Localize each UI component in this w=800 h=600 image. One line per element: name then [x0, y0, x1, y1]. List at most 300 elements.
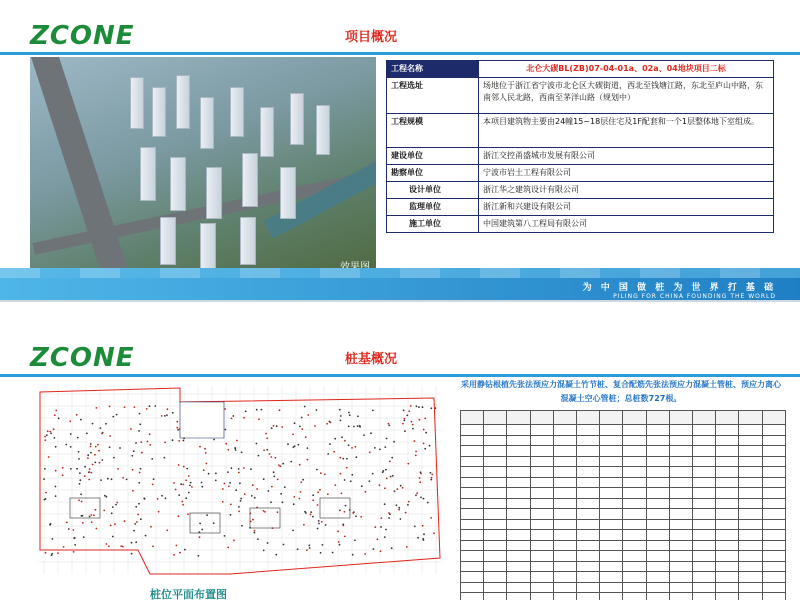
table-header-cell	[461, 411, 484, 425]
table-cell	[646, 582, 669, 593]
table-header-cell	[693, 411, 716, 425]
table-cell	[669, 572, 692, 583]
project-rendering-image	[30, 57, 376, 277]
table-cell	[623, 530, 646, 541]
table-cell	[530, 498, 553, 509]
table-row	[461, 530, 786, 541]
table-cell	[484, 551, 507, 562]
table-header-cell	[600, 411, 623, 425]
table-cell	[623, 582, 646, 593]
table-header-cell	[577, 411, 600, 425]
table-cell	[646, 488, 669, 499]
table-cell	[693, 540, 716, 551]
table-cell	[461, 561, 484, 572]
table-row	[387, 199, 774, 216]
table-cell	[507, 572, 530, 583]
info-key: 施工单位	[387, 216, 479, 233]
table-cell	[577, 488, 600, 499]
table-cell	[762, 509, 785, 520]
info-value: 浙江华之建筑设计有限公司	[479, 182, 774, 199]
table-cell	[669, 540, 692, 551]
table-cell	[716, 593, 739, 600]
table-row	[461, 425, 786, 436]
table-cell	[507, 425, 530, 436]
table-cell	[623, 456, 646, 467]
table-cell	[484, 561, 507, 572]
table-cell	[577, 467, 600, 478]
table-header-cell	[669, 411, 692, 425]
zcone-logo	[30, 344, 166, 372]
table-cell	[716, 561, 739, 572]
table-cell	[623, 498, 646, 509]
table-header-cell	[716, 411, 739, 425]
page-title: 项目概况	[345, 30, 398, 45]
table-row	[461, 477, 786, 488]
table-row	[461, 572, 786, 583]
table-cell	[693, 530, 716, 541]
table-cell	[646, 425, 669, 436]
table-cell	[553, 477, 576, 488]
table-cell	[762, 530, 785, 541]
table-cell	[762, 425, 785, 436]
table-header-cell	[530, 411, 553, 425]
table-cell	[553, 530, 576, 541]
table-cell	[716, 509, 739, 520]
table-cell	[739, 456, 762, 467]
table-cell	[461, 519, 484, 530]
table-cell	[461, 425, 484, 436]
table-cell	[693, 551, 716, 562]
table-cell	[739, 582, 762, 593]
table-cell	[693, 509, 716, 520]
table-cell	[693, 467, 716, 478]
table-cell	[577, 446, 600, 457]
table-cell	[577, 425, 600, 436]
table-header-cell	[646, 411, 669, 425]
table-row	[387, 165, 774, 182]
table-row	[387, 216, 774, 233]
info-value: 北仑大碶BL(ZB)07-04-01a、02a、04地块项目二标	[479, 61, 774, 78]
table-cell	[484, 498, 507, 509]
slide-pile-overview	[0, 300, 800, 600]
table-cell	[646, 519, 669, 530]
table-row	[387, 148, 774, 165]
table-cell	[762, 477, 785, 488]
table-cell	[716, 530, 739, 541]
table-cell	[600, 593, 623, 600]
table-cell	[739, 519, 762, 530]
table-cell	[623, 593, 646, 600]
table-cell	[507, 456, 530, 467]
table-cell	[553, 467, 576, 478]
table-cell	[507, 435, 530, 446]
table-row	[387, 114, 774, 148]
table-cell	[553, 593, 576, 600]
table-cell	[577, 435, 600, 446]
table-cell	[484, 467, 507, 478]
table-cell	[577, 498, 600, 509]
table-row	[461, 519, 786, 530]
table-cell	[739, 593, 762, 600]
table-cell	[600, 561, 623, 572]
table-cell	[530, 425, 553, 436]
table-cell	[553, 561, 576, 572]
table-cell	[693, 456, 716, 467]
table-cell	[530, 435, 553, 446]
table-cell	[762, 456, 785, 467]
table-cell	[762, 488, 785, 499]
table-cell	[693, 425, 716, 436]
table-cell	[716, 456, 739, 467]
table-cell	[669, 582, 692, 593]
table-header-cell	[762, 411, 785, 425]
table-cell	[716, 582, 739, 593]
table-row	[461, 498, 786, 509]
table-cell	[669, 456, 692, 467]
table-cell	[530, 540, 553, 551]
table-cell	[739, 488, 762, 499]
table-cell	[716, 446, 739, 457]
table-cell	[461, 456, 484, 467]
table-cell	[530, 519, 553, 530]
table-cell	[553, 498, 576, 509]
table-cell	[484, 582, 507, 593]
page-title: 桩基概况	[345, 352, 398, 367]
table-cell	[484, 593, 507, 600]
pile-description: 采用静钻根植先张法预应力混凝土竹节桩、复合配筋先张法预应力混凝土管桩、预应力离心混凝土空心管桩；总桩数727根。	[461, 380, 781, 403]
table-cell	[553, 572, 576, 583]
table-cell	[484, 456, 507, 467]
table-cell	[669, 561, 692, 572]
table-cell	[693, 446, 716, 457]
table-cell	[739, 446, 762, 457]
table-cell	[507, 530, 530, 541]
table-cell	[623, 519, 646, 530]
table-cell	[600, 509, 623, 520]
plan-caption: 桩位平面布置图	[150, 588, 227, 600]
table-cell	[646, 540, 669, 551]
info-key: 设计单位	[387, 182, 479, 199]
table-header-cell	[739, 411, 762, 425]
table-cell	[693, 582, 716, 593]
table-cell	[669, 435, 692, 446]
table-cell	[553, 540, 576, 551]
table-cell	[600, 540, 623, 551]
table-cell	[623, 425, 646, 436]
table-cell	[530, 477, 553, 488]
table-cell	[507, 519, 530, 530]
table-cell	[577, 509, 600, 520]
table-cell	[484, 540, 507, 551]
info-key: 工程名称	[387, 61, 479, 78]
table-cell	[739, 509, 762, 520]
table-cell	[669, 519, 692, 530]
table-header-cell	[623, 411, 646, 425]
table-cell	[646, 593, 669, 600]
table-header-cell	[553, 411, 576, 425]
table-cell	[693, 561, 716, 572]
table-cell	[739, 540, 762, 551]
table-cell	[600, 551, 623, 562]
project-info-table	[386, 60, 774, 233]
table-cell	[646, 446, 669, 457]
table-cell	[577, 582, 600, 593]
info-value: 中国建筑第八工程局有限公司	[479, 216, 774, 233]
table-cell	[484, 572, 507, 583]
table-cell	[553, 435, 576, 446]
header-divider	[0, 52, 800, 55]
table-cell	[484, 446, 507, 457]
table-cell	[577, 477, 600, 488]
logo-text: ZCONE	[30, 21, 135, 51]
table-cell	[623, 467, 646, 478]
info-key: 建设单位	[387, 148, 479, 165]
table-cell	[461, 435, 484, 446]
table-cell	[530, 561, 553, 572]
table-row	[387, 61, 774, 78]
table-row	[387, 78, 774, 114]
logo-text: ZCONE	[30, 343, 135, 373]
table-cell	[577, 572, 600, 583]
table-cell	[762, 540, 785, 551]
table-row	[461, 561, 786, 572]
table-cell	[716, 488, 739, 499]
table-cell	[530, 446, 553, 457]
table-cell	[461, 593, 484, 600]
table-cell	[507, 477, 530, 488]
table-cell	[530, 551, 553, 562]
table-row	[461, 488, 786, 499]
table-row	[461, 509, 786, 520]
table-row	[387, 182, 774, 199]
table-cell	[623, 561, 646, 572]
table-cell	[461, 572, 484, 583]
table-cell	[553, 488, 576, 499]
table-cell	[600, 572, 623, 583]
table-cell	[484, 425, 507, 436]
table-cell	[669, 488, 692, 499]
table-cell	[693, 519, 716, 530]
info-key: 工程规模	[387, 114, 479, 148]
table-cell	[530, 530, 553, 541]
table-cell	[646, 561, 669, 572]
table-cell	[669, 509, 692, 520]
table-cell	[553, 456, 576, 467]
table-cell	[739, 572, 762, 583]
table-cell	[461, 446, 484, 457]
table-cell	[762, 593, 785, 600]
table-cell	[600, 582, 623, 593]
table-cell	[716, 435, 739, 446]
table-cell	[600, 446, 623, 457]
table-row	[461, 540, 786, 551]
table-cell	[553, 582, 576, 593]
table-cell	[600, 425, 623, 436]
table-cell	[623, 540, 646, 551]
table-cell	[553, 519, 576, 530]
info-key: 监理单位	[387, 199, 479, 216]
table-cell	[507, 446, 530, 457]
table-cell	[577, 561, 600, 572]
table-cell	[739, 477, 762, 488]
table-cell	[553, 509, 576, 520]
table-cell	[623, 551, 646, 562]
table-cell	[669, 446, 692, 457]
table-cell	[553, 425, 576, 436]
table-cell	[762, 551, 785, 562]
table-cell	[739, 551, 762, 562]
info-value: 宁波市岩土工程有限公司	[479, 165, 774, 182]
table-header-cell	[507, 411, 530, 425]
table-cell	[507, 561, 530, 572]
table-cell	[461, 582, 484, 593]
table-cell	[762, 498, 785, 509]
table-cell	[577, 456, 600, 467]
table-cell	[530, 456, 553, 467]
table-cell	[739, 498, 762, 509]
table-cell	[600, 477, 623, 488]
table-cell	[716, 467, 739, 478]
info-value: 浙江交控甬盛城市发展有限公司	[479, 148, 774, 165]
table-cell	[484, 509, 507, 520]
table-cell	[623, 446, 646, 457]
table-row	[461, 435, 786, 446]
table-cell	[716, 477, 739, 488]
table-cell	[530, 582, 553, 593]
table-cell	[716, 572, 739, 583]
table-cell	[739, 467, 762, 478]
table-cell	[762, 582, 785, 593]
table-cell	[669, 477, 692, 488]
table-cell	[762, 435, 785, 446]
table-cell	[507, 509, 530, 520]
table-row	[461, 593, 786, 600]
table-cell	[530, 572, 553, 583]
table-cell	[507, 488, 530, 499]
table-cell	[507, 582, 530, 593]
table-cell	[669, 551, 692, 562]
table-cell	[484, 519, 507, 530]
table-cell	[646, 435, 669, 446]
table-cell	[577, 551, 600, 562]
table-cell	[716, 551, 739, 562]
table-cell	[600, 498, 623, 509]
table-cell	[762, 446, 785, 457]
table-cell	[646, 456, 669, 467]
table-cell	[762, 572, 785, 583]
table-cell	[739, 435, 762, 446]
table-row	[461, 582, 786, 593]
info-value: 场地位于浙江省宁波市北仑区大碶街道，西北至钱塘江路，东北至庐山中路，东南邻人民北路，西南至茅洋山路（规划中）	[479, 78, 774, 114]
table-cell	[693, 477, 716, 488]
table-cell	[600, 488, 623, 499]
table-cell	[530, 467, 553, 478]
info-value: 本项目建筑物主要由24幢15~18层住宅及1F配套和一个1层整体地下室组成。	[479, 114, 774, 148]
slogan	[583, 280, 776, 300]
table-cell	[716, 540, 739, 551]
table-cell	[646, 509, 669, 520]
table-cell	[461, 488, 484, 499]
table-cell	[507, 498, 530, 509]
header-divider	[0, 374, 800, 377]
table-cell	[484, 477, 507, 488]
table-cell	[530, 593, 553, 600]
info-key: 工程选址	[387, 78, 479, 114]
table-cell	[461, 467, 484, 478]
table-cell	[762, 519, 785, 530]
table-cell	[623, 488, 646, 499]
table-cell	[461, 498, 484, 509]
table-row	[461, 446, 786, 457]
table-cell	[623, 509, 646, 520]
table-cell	[553, 446, 576, 457]
table-cell	[646, 467, 669, 478]
table-cell	[693, 435, 716, 446]
info-key: 勘察单位	[387, 165, 479, 182]
table-cell	[507, 551, 530, 562]
table-cell	[623, 572, 646, 583]
table-cell	[507, 593, 530, 600]
table-cell	[600, 435, 623, 446]
zcone-logo	[30, 22, 166, 50]
table-cell	[600, 519, 623, 530]
table-row	[461, 456, 786, 467]
table-cell	[646, 551, 669, 562]
table-cell	[461, 540, 484, 551]
table-cell	[669, 425, 692, 436]
table-cell	[623, 477, 646, 488]
table-cell	[461, 551, 484, 562]
table-cell	[600, 456, 623, 467]
table-cell	[484, 435, 507, 446]
table-cell	[553, 551, 576, 562]
table-cell	[577, 519, 600, 530]
table-cell	[600, 530, 623, 541]
pile-schedule-table	[460, 410, 786, 600]
table-header-cell	[484, 411, 507, 425]
table-cell	[530, 488, 553, 499]
table-cell	[646, 530, 669, 541]
table-cell	[461, 530, 484, 541]
table-cell	[507, 467, 530, 478]
table-cell	[739, 425, 762, 436]
table-cell	[484, 488, 507, 499]
table-cell	[693, 572, 716, 583]
table-cell	[739, 561, 762, 572]
table-cell	[577, 593, 600, 600]
table-cell	[484, 530, 507, 541]
info-value: 浙江新和兴建设有限公司	[479, 199, 774, 216]
table-cell	[762, 561, 785, 572]
table-cell	[693, 593, 716, 600]
table-cell	[693, 498, 716, 509]
table-cell	[716, 519, 739, 530]
footer-banner	[0, 268, 800, 300]
table-cell	[669, 530, 692, 541]
table-header-row	[461, 411, 786, 425]
table-cell	[739, 530, 762, 541]
pile-layout-plan	[30, 378, 446, 578]
table-cell	[646, 498, 669, 509]
table-cell	[577, 530, 600, 541]
table-cell	[623, 435, 646, 446]
table-cell	[669, 593, 692, 600]
table-cell	[507, 540, 530, 551]
table-cell	[762, 467, 785, 478]
table-cell	[669, 498, 692, 509]
table-cell	[600, 467, 623, 478]
table-cell	[646, 572, 669, 583]
